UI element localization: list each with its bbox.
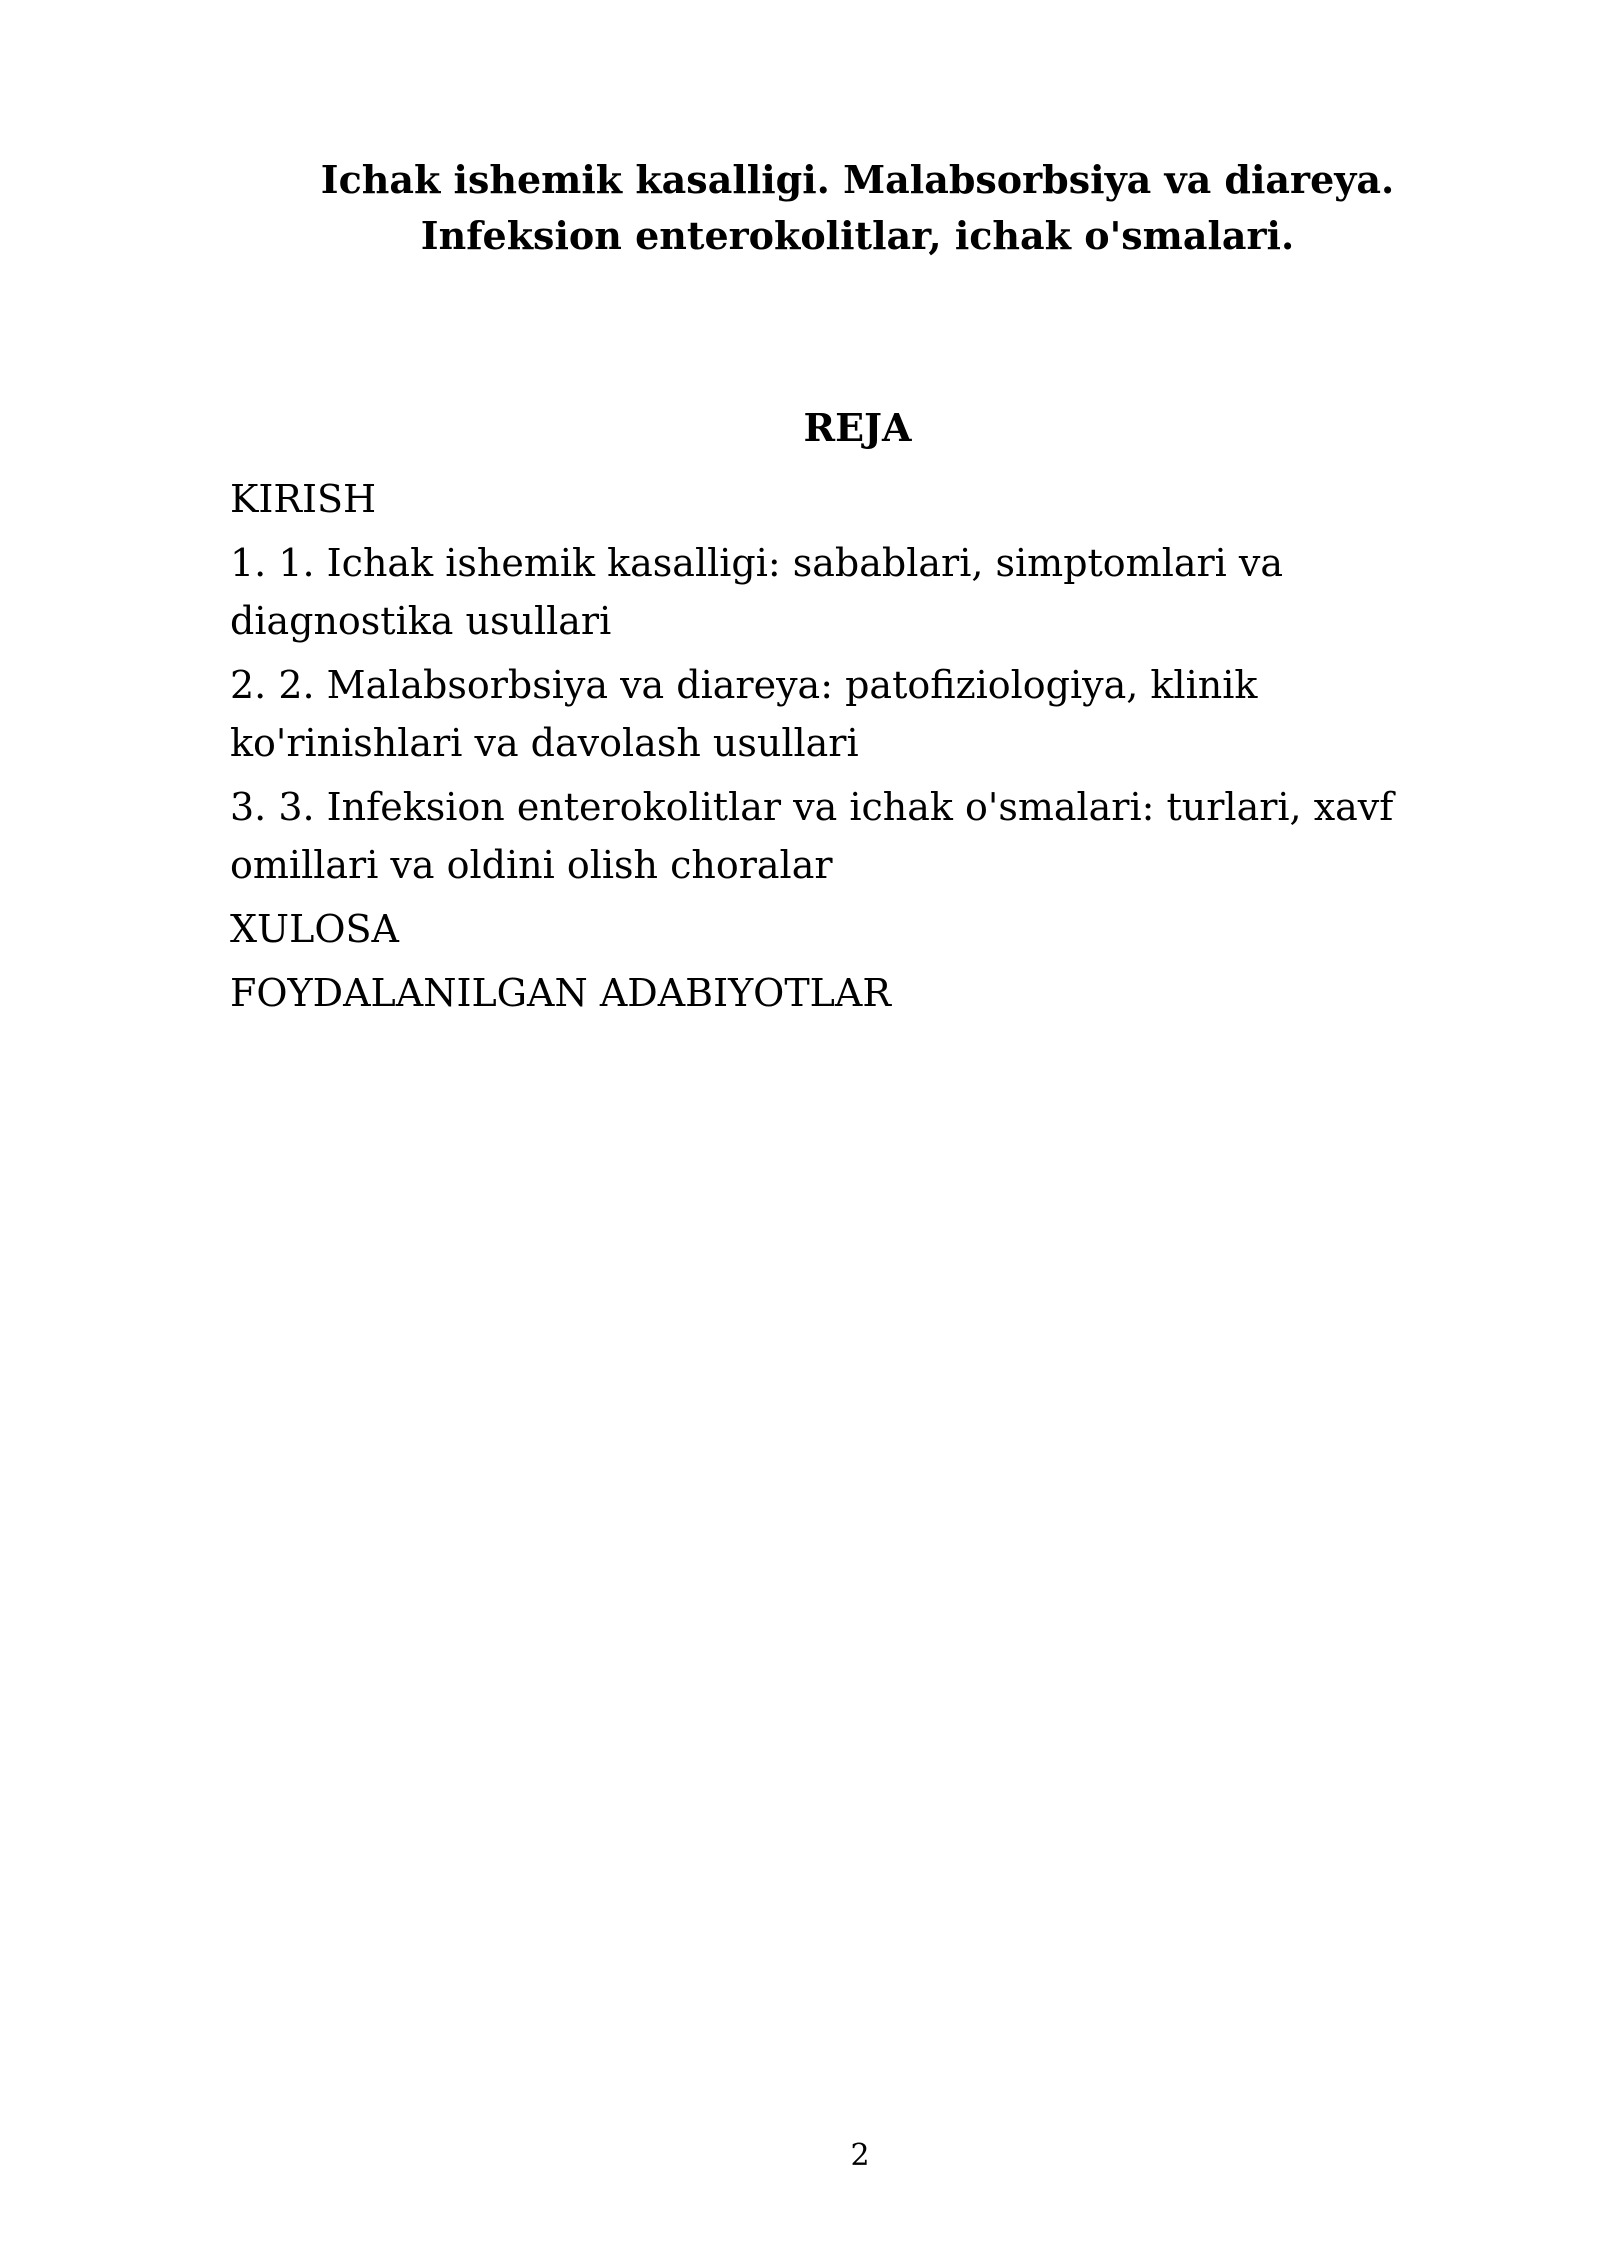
page-number: 2 (850, 2138, 870, 2173)
document-title (230, 152, 1485, 264)
plan-item-2: 2. 2. Malabsorbsiya va diareya: patofiziologiya, klinik ko'rinishlari va davolash usullari (230, 663, 1258, 765)
plan-list (230, 470, 1485, 1028)
plan-item-introduction: KIRISH (230, 477, 377, 521)
plan-heading: REJA (803, 405, 912, 450)
plan-item-3: 3. 3. Infeksion enterokolitlar va ichak o'smalari: turlari, xavf omillari va oldini olish choralar (230, 785, 1394, 887)
document-title-line-1: Ichak ishemik kasalligi. Malabsorbsiya va diareya. (320, 157, 1395, 202)
plan-item-1: 1. 1. Ichak ishemik kasalligi: sabablari, simptomlari va diagnostika usullari (230, 541, 1284, 643)
document-title-line-2: Infeksion enterokolitlar, ichak o'smalari. (420, 213, 1295, 258)
plan-item-conclusion: XULOSA (230, 907, 399, 951)
plan-item-references: FOYDALANILGAN ADABIYOTLAR (230, 971, 891, 1015)
